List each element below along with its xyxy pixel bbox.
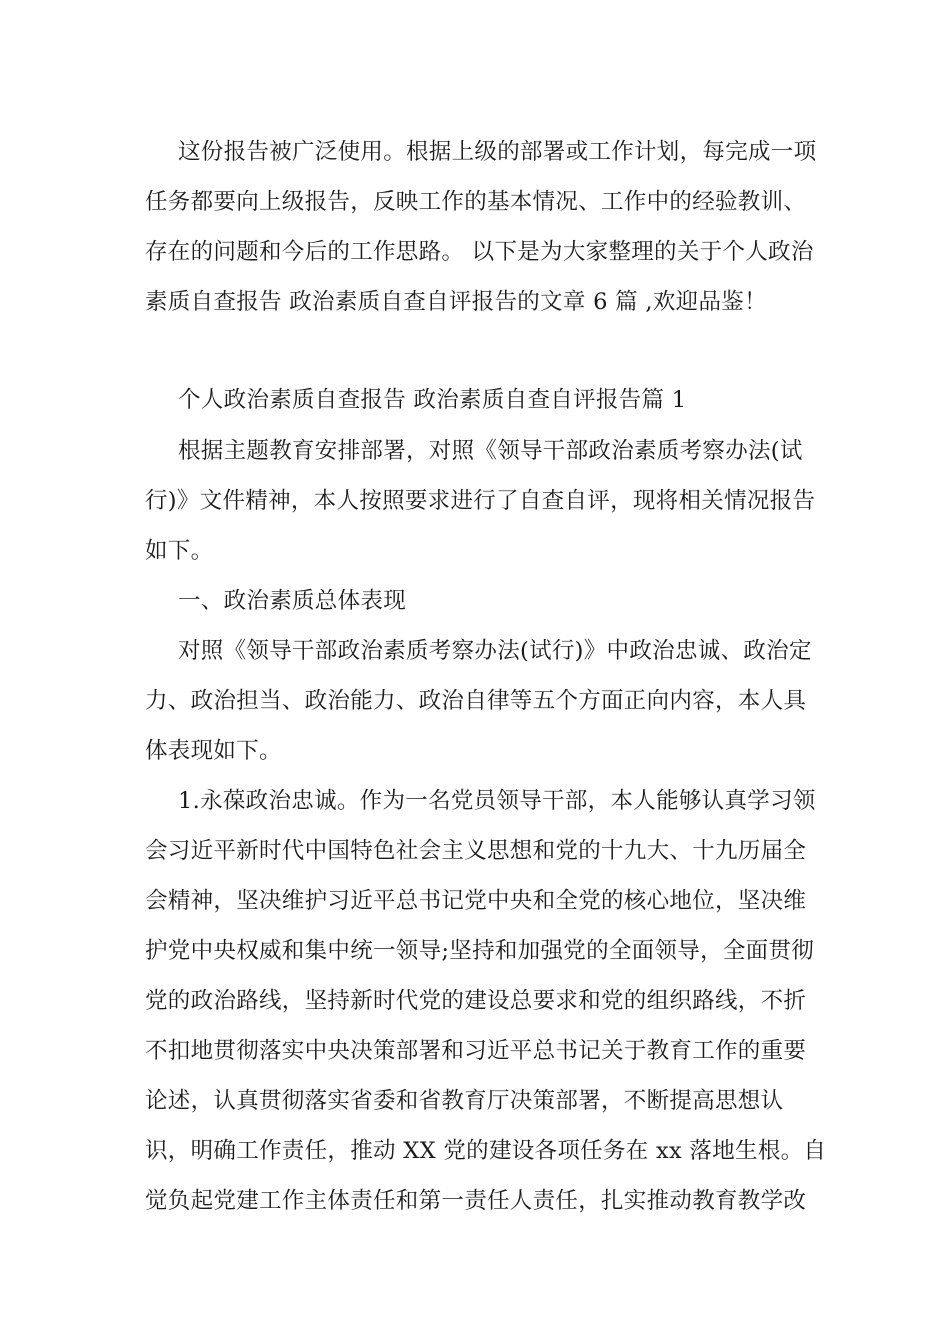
intro-line-1: 这份报告被广泛使用。根据上级的部署或工作计划，每完成一项 bbox=[178, 139, 817, 165]
paragraph2-line-2: 力、政治担当、政治能力、政治自律等五个方面正向内容，本人具 bbox=[145, 688, 807, 714]
paragraph3-line-5: 党的政治路线，坚持新时代党的建设总要求和党的组织路线，不折 bbox=[145, 988, 807, 1014]
paragraph1-line-1: 根据主题教育安排部署，对照《领导干部政治素质考察办法(试 bbox=[178, 438, 803, 464]
paragraph3-line-3: 会精神，坚决维护习近平总书记党中央和全党的核心地位，坚决维 bbox=[145, 888, 807, 914]
paragraph3-line-4: 护党中央权威和集中统一领导;坚持和加强党的全面领导，全面贯彻 bbox=[145, 938, 815, 964]
paragraph2-line-1: 对照《领导干部政治素质考察办法(试行)》中政治忠诚、政治定 bbox=[178, 638, 812, 664]
paragraph1-line-2: 行)》文件精神，本人按照要求进行了自查自评，现将相关情况报告 bbox=[145, 488, 816, 514]
paragraph3-line-6: 不扣地贯彻落实中央决策部署和习近平总书记关于教育工作的重要 bbox=[145, 1038, 807, 1064]
intro-line-2: 任务都要向上级报告，反映工作的基本情况、工作中的经验教训、 bbox=[145, 189, 807, 215]
intro-line-4: 素质自查报告 政治素质自查自评报告的文章 6 篇 ,欢迎品鉴！ bbox=[145, 289, 767, 315]
paragraph3-line-1: 1.永葆政治忠诚。作为一名党员领导干部，本人能够认真学习领 bbox=[178, 788, 816, 814]
paragraph3-line-8: 识，明确工作责任，推动 XX 党的建设各项任务在 xx 落地生根。自 bbox=[145, 1138, 827, 1164]
paragraph1-line-3: 如下。 bbox=[145, 538, 214, 564]
section1-heading: 一、政治素质总体表现 bbox=[178, 588, 407, 614]
paragraph3-line-2: 会习近平新时代中国特色社会主义思想和党的十九大、十九历届全 bbox=[145, 838, 807, 864]
intro-line-3: 存在的问题和今后的工作思路。 以下是为大家整理的关于个人政治 bbox=[145, 239, 814, 265]
paragraph3-line-9: 觉负起党建工作主体责任和第一责任人责任，扎实推动教育教学改 bbox=[145, 1188, 807, 1214]
paragraph2-line-3: 体表现如下。 bbox=[145, 738, 282, 764]
paragraph3-line-7: 论述，认真贯彻落实省委和省教育厅决策部署，不断提高思想认 bbox=[145, 1088, 784, 1114]
article-title: 个人政治素质自查报告 政治素质自查自评报告篇 1 bbox=[178, 387, 687, 413]
